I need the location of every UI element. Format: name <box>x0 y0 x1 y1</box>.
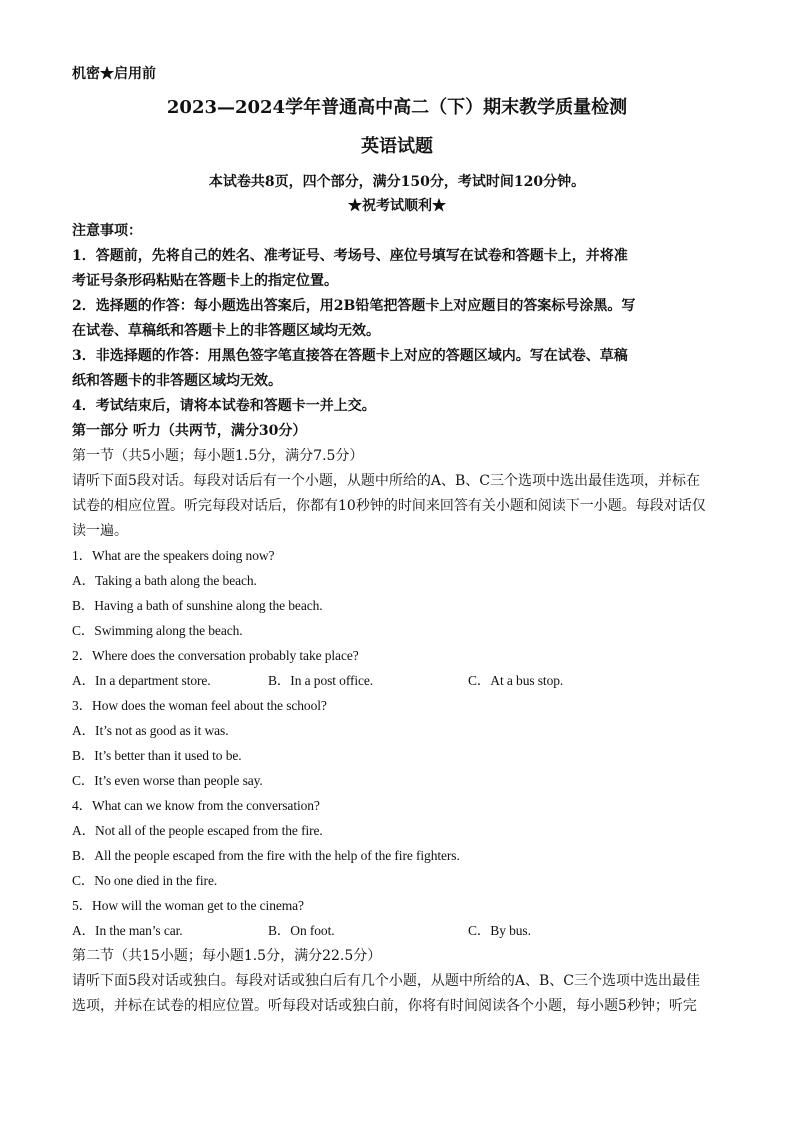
q2-option-b: B．In a post office. <box>268 673 374 688</box>
exam-info: 本试卷共8页，四个部分，满分150分，考试时间120分钟。 <box>208 174 586 190</box>
subject-title: 英语试题 <box>361 136 433 157</box>
instruction-line: 请听下面5段对话或独白。每段对话或独白后有几个小题，从题中所给的A、B、C三个选项中选出最佳 <box>72 973 701 989</box>
q4-option-c: C．No one died in the fire. <box>72 873 218 888</box>
section1-heading: 第一节（共5小题；每小题1.5分，满分7.5分） <box>72 448 364 464</box>
note-line: 2．选择题的作答：每小题选出答案后，用2B铅笔把答题卡上对应题目的答案标号涂黑。写 <box>72 298 636 314</box>
q4-option-b: B．All the people escaped from the fire with the help of the fire fighters. <box>72 848 460 863</box>
q2-option-c: C．At a bus stop. <box>468 673 564 688</box>
note-line: 1．答题前，先将自己的姓名、准考证号、考场号、座位号填写在试卷和答题卡上，并将准 <box>72 248 628 264</box>
q5-option-a: A．In the man’s car. <box>72 923 183 938</box>
note-line: 3．非选择题的作答：用黑色签字笔直接答在答题卡上对应的答题区域内。写在试卷、草稿 <box>72 348 628 364</box>
question-5: 5．How will the woman get to the cinema? <box>72 898 304 913</box>
instruction-line: 试卷的相应位置。听完每段对话后，你都有10秒钟的时间来回答有关小题和阅读下一小题。每段对话仅 <box>72 498 706 514</box>
q4-option-a: A．Not all of the people escaped from the fire. <box>72 823 323 838</box>
question-1: 1．What are the speakers doing now? <box>72 548 275 563</box>
confidential-label: 机密★启用前 <box>72 66 156 82</box>
notes-heading: 注意事项： <box>72 223 142 239</box>
instruction-line: 读一遍。 <box>72 523 128 539</box>
note-line: 在试卷、草稿纸和答题卡上的非答题区域均无效。 <box>72 323 380 339</box>
question-3: 3．How does the woman feel about the school? <box>72 698 327 713</box>
note-line: 考证号条形码粘贴在答题卡上的指定位置。 <box>72 273 338 289</box>
q2-option-a: A．In a department store. <box>72 673 211 688</box>
part1-heading: 第一部分 听力（共两节，满分30分） <box>72 423 307 439</box>
q3-option-b: B．It’s better than it used to be. <box>72 748 242 763</box>
instruction-line: 请听下面5段对话。每段对话后有一个小题，从题中所给的A、B、C三个选项中选出最佳选项，并标在 <box>72 473 701 489</box>
question-2: 2．Where does the conversation probably take place? <box>72 648 359 663</box>
exam-title: 2023—2024学年普通高中高二（下）期末教学质量检测 <box>166 97 628 118</box>
q1-option-b: B．Having a bath of sunshine along the beach. <box>72 598 323 613</box>
q3-option-a: A．It’s not as good as it was. <box>72 723 229 738</box>
good-luck: ★祝考试顺利★ <box>348 198 446 214</box>
note-line: 4．考试结束后，请将本试卷和答题卡一并上交。 <box>72 398 376 414</box>
question-4: 4．What can we know from the conversation? <box>72 798 320 813</box>
q5-option-b: B．On foot. <box>268 923 335 938</box>
q3-option-c: C．It’s even worse than people say. <box>72 773 263 788</box>
q1-option-c: C．Swimming along the beach. <box>72 623 243 638</box>
q5-option-c: C．By bus. <box>468 923 531 938</box>
section2-heading: 第二节（共15小题；每小题1.5分，满分22.5分） <box>72 948 382 964</box>
instruction-line: 选项，并标在试卷的相应位置。听每段对话或独白前，你将有时间阅读各个小题，每小题5秒钟；听完 <box>72 998 697 1014</box>
q1-option-a: A．Taking a bath along the beach. <box>72 573 257 588</box>
note-line: 纸和答题卡的非答题区域均无效。 <box>72 373 282 389</box>
